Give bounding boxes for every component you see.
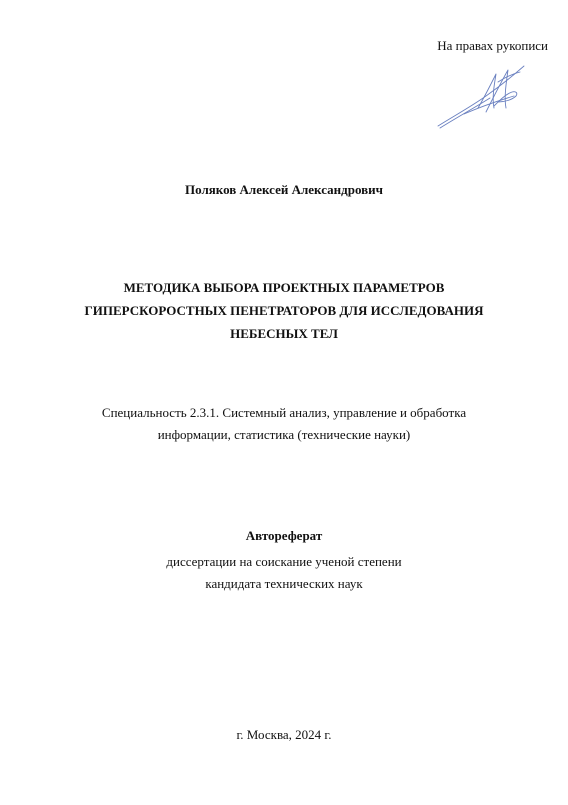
specialty-line: информации, статистика (технические науки) xyxy=(157,427,411,442)
dissertation-title xyxy=(40,276,528,345)
author-name: Поляков Алексей Александрович xyxy=(185,182,383,197)
city-year: г. Москва, 2024 г. xyxy=(236,727,332,742)
abstract-line: диссертации на соискание ученой степени xyxy=(166,554,402,569)
title-line: НЕБЕСНЫХ ТЕЛ xyxy=(230,326,338,341)
specialty-line: Специальность 2.3.1. Системный анализ, управление и обработка xyxy=(101,405,467,420)
title-line: ГИПЕРСКОРОСТНЫХ ПЕНЕТРАТОРОВ ДЛЯ ИССЛЕДОВАНИЯ xyxy=(84,303,484,318)
title-line: МЕТОДИКА ВЫБОРА ПРОЕКТНЫХ ПАРАМЕТРОВ xyxy=(123,280,445,295)
abstract-line: кандидата технических наук xyxy=(205,576,363,591)
handwritten-signature-icon xyxy=(434,62,530,130)
rights-note: На правах рукописи xyxy=(437,38,548,53)
abstract-heading: Автореферат xyxy=(245,528,323,543)
abstract-description xyxy=(30,551,538,595)
specialty-block xyxy=(30,402,538,446)
